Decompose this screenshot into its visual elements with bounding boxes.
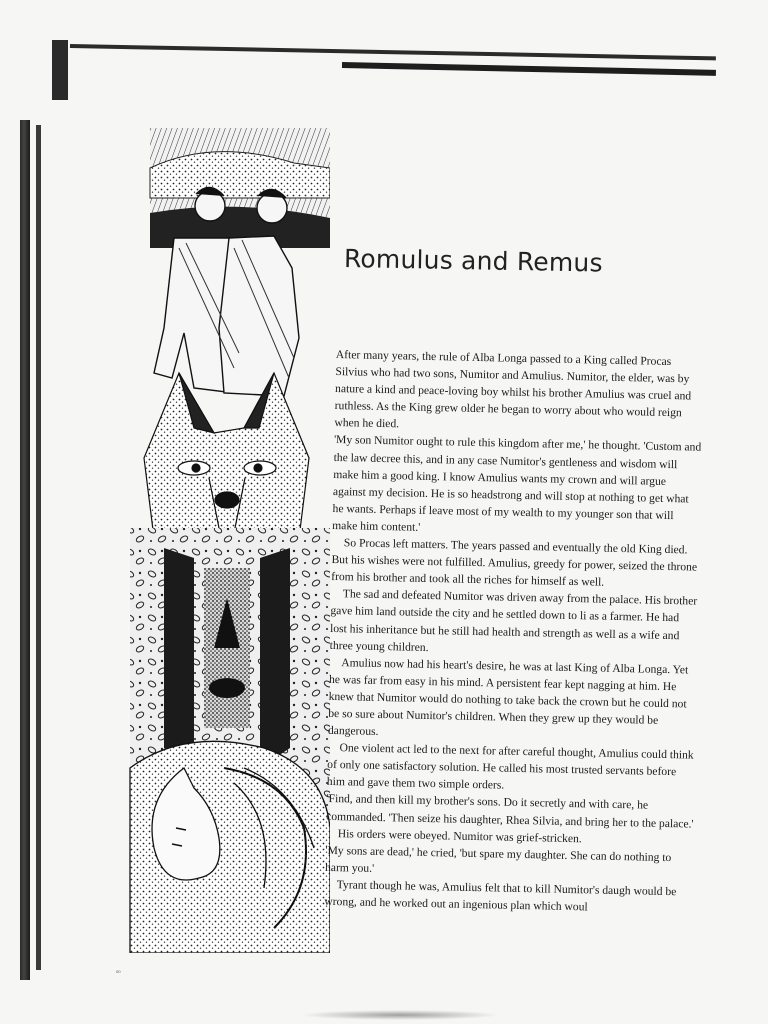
paragraph: One violent act led to the next for after careful thought, Amulius could think of only one satisfactory solution. He called his most trusted servants before him and gave them two simple orders. xyxy=(326,741,694,792)
paragraph: His orders were obeyed. Numitor was grief-stricken. xyxy=(337,826,582,845)
landscape-scene xyxy=(150,128,330,248)
paragraph: 'Find, and then kill my brother's sons. Do it secretly and with care, he commanded. 'Then seize his daughter, Rhea Silvia, and bring her to the palace.' xyxy=(326,792,694,831)
scan-top-rule xyxy=(70,44,716,60)
woman-profile xyxy=(130,741,330,953)
scan-top-rule-dark xyxy=(342,62,716,76)
paragraph: 'My son Numitor ought to rule this kingdom after me,' he thought. 'Custom and the law decree this, and in any case Numitor's gentleness and wisdom will make him a good king. I know Amulius wants my crown and will argue against my decision. He is so headstrong and will stop at nothing to get what he wants. Perhaps if leave most of my wealth to my younger son that will make him content.' xyxy=(332,433,702,534)
scan-left-edge xyxy=(20,120,30,980)
scan-corner-mark xyxy=(52,40,68,100)
paragraph: So Procas left matters. The years passed and eventually the old King died. But his wishes were not fulfilled. Amulius, greedy for power, seized the throne from his brother and took all the riches for himself as well. xyxy=(331,536,698,589)
paragraph: Amulius now had his heart's desire, he was at last King of Alba Longa. Yet he was far from easy in his mind. A persistent fear kept nagging at him. He knew that Numitor would do nothing to take back the crown but he could not be so sure about Numitor's children. When they grew up they would be dangerous. xyxy=(327,655,689,739)
paragraph: The sad and defeated Numitor was driven away from the palace. His brother gave him land outside the city and he settled down to li as a farmer. He had lost his inheritance but he still had health and strength as well as a wife and three young children. xyxy=(329,587,698,654)
paragraph: After many years, the rule of Alba Longa passed to a King called Procas Silvius who had two sons, Numitor and Amulius. Numitor, the elder, was by nature a kind and peace-loving boy whilst his brother Amulius was cruel and ruthless. As the King grew older he began to worry about who would reign when he died. xyxy=(334,347,692,431)
story-text xyxy=(324,346,704,918)
scan-bottom-shadow xyxy=(300,1010,500,1020)
paragraph: Tyrant though he was, Amulius felt that to kill Numitor's daugh would be wrong, and he worked out an ingenious plan which woul xyxy=(324,878,677,914)
page-title: Romulus and Remus xyxy=(343,244,603,278)
scan-left-edge-inner xyxy=(36,125,41,970)
story-illustration xyxy=(124,128,330,953)
page-number: ᵒᵒ xyxy=(116,968,121,977)
paragraph: 'My sons are dead,' he cried, 'but spare my daughter. She can do nothing to harm you.' xyxy=(324,843,672,875)
